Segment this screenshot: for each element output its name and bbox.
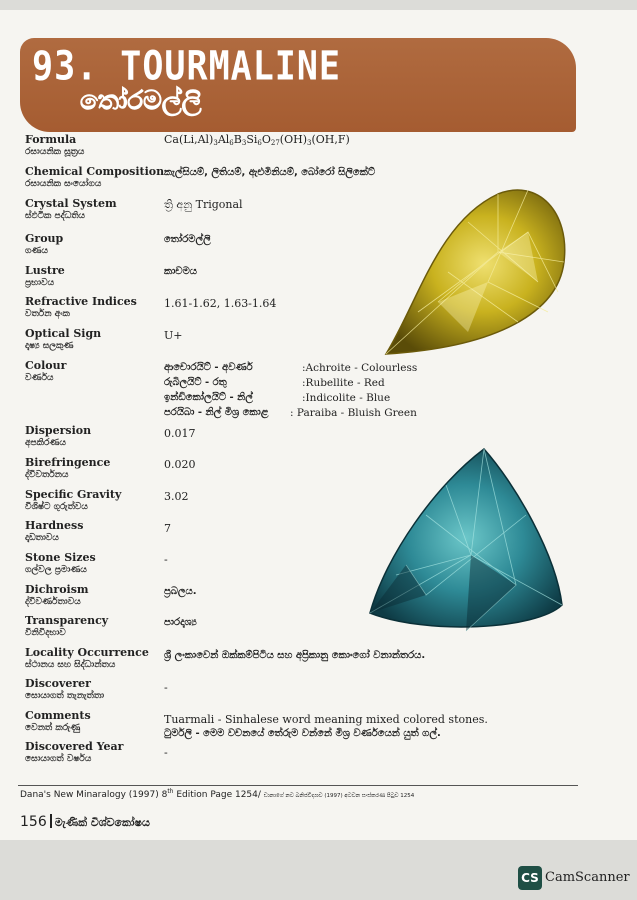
birefringence-value: 0.020 xyxy=(164,458,196,471)
page-number: 156 xyxy=(20,814,47,830)
property-birefringence: Birefringence ද්විවර්තනය xyxy=(25,456,111,480)
blue-tourmaline-image xyxy=(366,445,566,635)
refractive-indices-value: 1.61-1.62, 1.63-1.64 xyxy=(164,297,277,310)
dichroism-value: ප්‍රබලය. xyxy=(164,586,197,597)
reference-citation: Dana's New Minaralogy (1997) 8th Edition Page 1254/ ඩානාගේ නව ඛනිජවිද්‍යාව (1997) අටවන සංස්කරණ පිටුව 1254 xyxy=(20,788,415,800)
camscanner-watermark: CamScanner xyxy=(545,870,630,885)
formula-value: $Ca(Li,Al)_3Al_6B_3Si_6O_{27}(OH)_3(OH,F)$ xyxy=(164,133,350,147)
optical-sign-value: U+ xyxy=(164,329,183,342)
property-chemical-composition: Chemical Composition රසායනික සංයෝගය xyxy=(25,165,165,189)
discovered-year-value: - xyxy=(164,746,168,759)
transparency-value: පාරදෘශ්‍ය xyxy=(164,617,197,628)
property-optical-sign: Optical Sign දෘෂ්‍ය සලකුණ xyxy=(25,327,102,351)
property-discovered-year: Discovered Year සොයාගත් වර්ෂය xyxy=(25,740,124,764)
property-refractive-indices: Refractive Indices වර්තන අංක xyxy=(25,295,137,319)
camscanner-logo-icon: CS xyxy=(518,866,542,890)
property-comments: Comments වෙනත් කරුණු xyxy=(25,709,91,733)
discoverer-value: - xyxy=(164,681,168,694)
gem-title-sinhala: තෝරමල්ලි xyxy=(80,86,202,116)
footer-rule xyxy=(18,785,578,786)
property-colour: Colour වර්ණය xyxy=(25,359,67,383)
locality-value: ශ්‍රී ලංකාවෙන් ඔක්කම්පිටිය සහ අප්‍රිකානු කොංගෝ වනාන්තරය. xyxy=(164,650,426,661)
comments-line-1: Tuarmali - Sinhalese word meaning mixed colored stones. xyxy=(164,713,488,726)
title-banner xyxy=(20,38,576,132)
chemical-composition-value: කැල්සියම්, ලිතියම්, ඇළුමිනියම්, බෝරෝ සිලිකේට් xyxy=(164,167,376,178)
stone-sizes-value: - xyxy=(164,553,168,566)
property-specific-gravity: Specific Gravity විශිෂ්ට ගුරුත්වය xyxy=(25,488,122,512)
book-page: 93. TOURMALINE තෝරමල්ලි Formula රසායනික සූත්‍රය Chemical Composition රසායනික සංයෝගය Crystal System ස්ඵටික පද්ධතිය Group ගණය Lustre ප්‍රභාවය Refractive Indices වර්තන අංක Optical Sign දෘෂ්‍ය සලකුණ Colour වර්ණය Dispersion අපකිරණය Birefringence ද්විවර්තනය Specific Gravity විශිෂ්ට ගුරුත්වය Hardness දෘඩතාවය Stone Sizes ගල්වල ප්‍රමාණය Dichroism ද්විවර්ණතාවය Transparency විනිවිදභාව Locality Occurrence ස්ථානය සහ සිද්ධාන්තය Discoverer සොයාගත් තැනැත්තා Comments වෙනත් කරුණු Discovered Year සොයාගත් වර්ෂය $Ca(Li,Al)_3Al_6B_3Si_6O_{27}(OH)_3(OH,F)$ කැල්සියම්, ලිතියම්, ඇළුමිනියම්, බෝරෝ සිලිකේට් ත්‍රි අනු Trigonal තෝරමල්ලි කාචමය 1.61-1.62, 1.63-1.64 U+ ආචොරයිට් - අවර්ණ :Achroite - Colourless රුබිලයිට් - රතු :Rubellite - Red ඉන්ඩිකෝලයිට් - නිල් :Indicolite - Blue පරයිබා - නිල් මිශ්‍ර කොළ : Paraiba - Bluish Green 0.017 0.020 3.02 7 - ප්‍රබලය. පාරදෘශ්‍ය ශ්‍රී ලංකාවෙන් ඔක්කම්පිටිය සහ අප්‍රිකානු කොංගෝ වනාන්තරය. - Tuarmali - Sinhalese word meaning mixed colored stones. ටුර්මලි - මෙම වචනයේ තේරුම වන්නේ මිශ්‍ර වර්ණයෙන් යුත් ගල්. - Dana's New Minaralogy (1997) 8th Edition Page 1254/ ඩානාගේ නව ඛනිජවිද්‍යාව (1997) අටවන සංස්කරණ පිටුව 1254 156 මැණික් විශ්වකෝෂය xyxy=(0,10,637,840)
property-hardness: Hardness දෘඩතාවය xyxy=(25,519,84,543)
property-dichroism: Dichroism ද්විවර්ණතාවය xyxy=(25,583,89,607)
specific-gravity-value: 3.02 xyxy=(164,490,189,503)
page-footer xyxy=(20,814,150,830)
dispersion-value: 0.017 xyxy=(164,427,196,440)
book-title: මැණික් විශ්වකෝෂය xyxy=(54,816,150,829)
comments-line-2: ටුර්මලි - මෙම වචනයේ තේරුම වන්නේ මිශ්‍ර වර්ණයෙන් යුත් ගල්. xyxy=(164,728,441,739)
property-transparency: Transparency විනිවිදභාව xyxy=(25,614,109,638)
lustre-value: කාචමය xyxy=(164,266,197,277)
property-lustre: Lustre ප්‍රභාවය xyxy=(25,264,65,288)
property-crystal-system: Crystal System ස්ඵටික පද්ධතිය xyxy=(25,197,117,221)
hardness-value: 7 xyxy=(164,522,171,535)
property-stone-sizes: Stone Sizes ගල්වල ප්‍රමාණය xyxy=(25,551,96,575)
crystal-system-value: ත්‍රි අනු Trigonal xyxy=(164,198,243,211)
property-discoverer: Discoverer සොයාගත් තැනැත්තා xyxy=(25,677,105,701)
yellow-tourmaline-image xyxy=(378,182,570,364)
property-dispersion: Dispersion අපකිරණය xyxy=(25,424,92,448)
property-locality: Locality Occurrence ස්ථානය සහ සිද්ධාන්තය xyxy=(25,646,149,670)
gem-title: 93. TOURMALINE xyxy=(32,44,342,90)
property-formula: Formula රසායනික සූත්‍රය xyxy=(25,133,85,157)
group-value: තෝරමල්ලි xyxy=(164,234,211,245)
property-group: Group ගණය xyxy=(25,232,64,256)
